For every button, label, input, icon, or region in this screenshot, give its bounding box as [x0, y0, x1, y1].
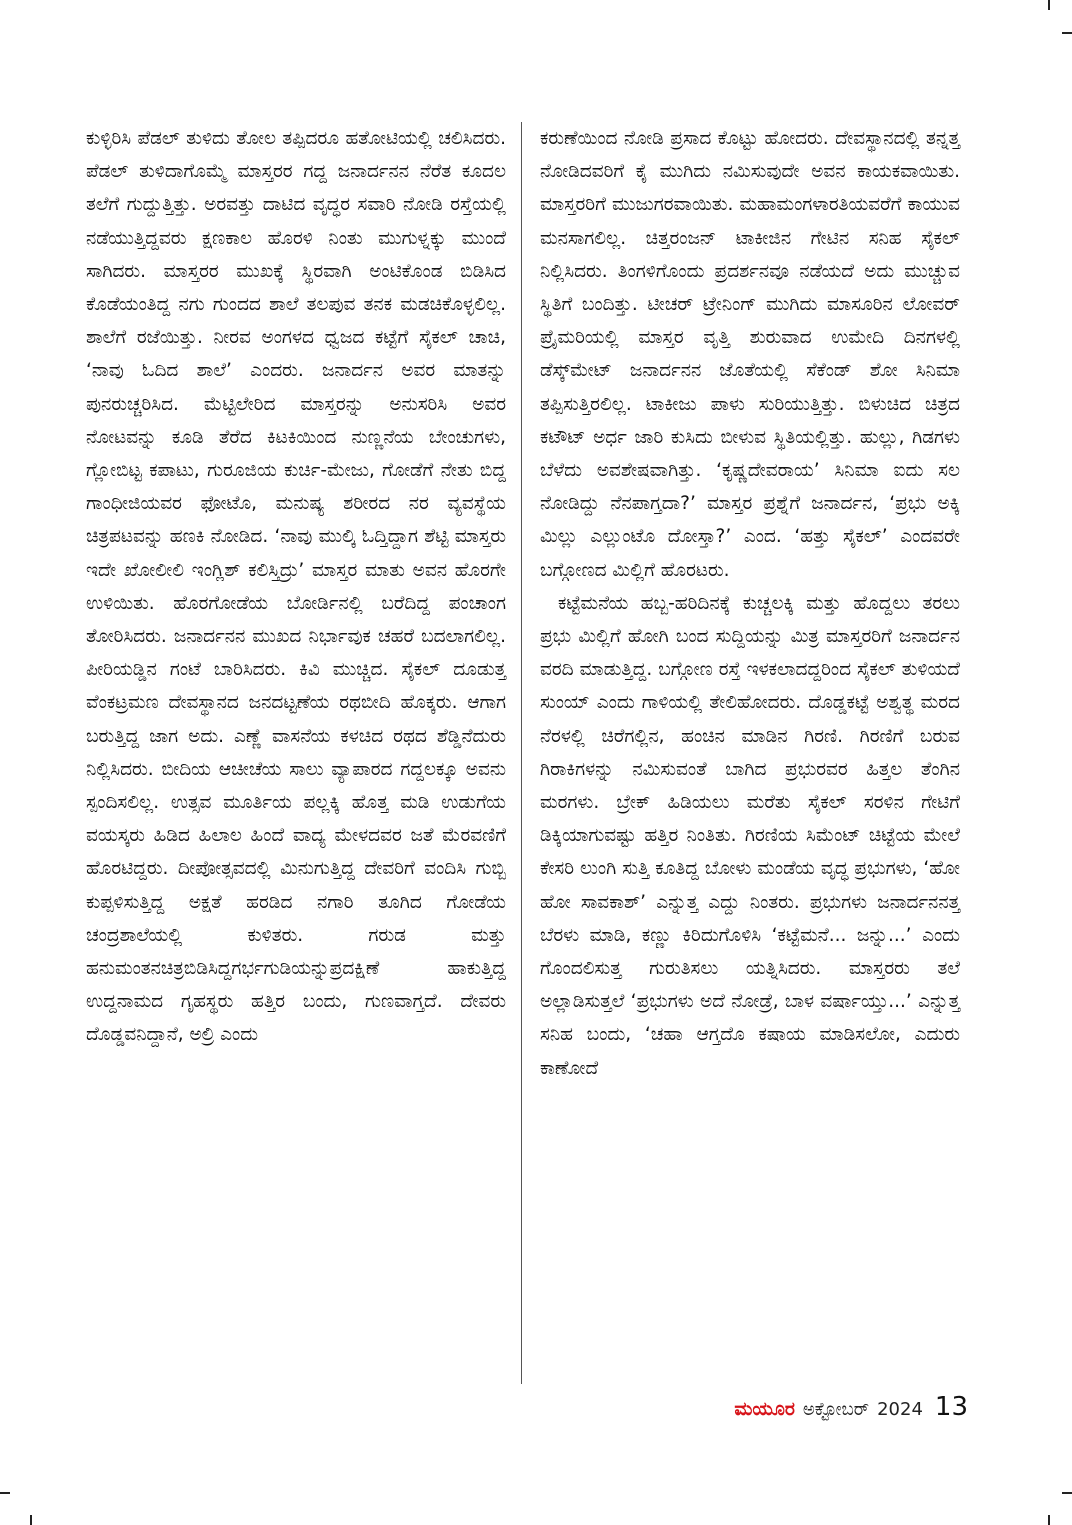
paragraph: ಕರುಣೆಯಿಂದ ನೋಡಿ ಪ್ರಸಾದ ಕೊಟ್ಟು ಹೋದರು. ದೇವಸ್ಥಾನದಲ್ಲಿ ತನ್ನತ್ತ ನೋಡಿದವರಿಗೆ ಕೈ ಮುಗಿದು ನಮಿಸುವುದೇ ಅವನ ಕಾಯಕವಾಯಿತು. ಮಾಸ್ತರರಿಗೆ ಮುಜುಗರವಾಯಿತು. ಮಹಾಮಂಗಳಾರತಿಯವರೆಗೆ ಕಾಯುವ ಮನಸಾಗಲಿಲ್ಲ. ಚಿತ್ತರಂಜನ್ ಟಾಕೀಜಿನ ಗೇಟಿನ ಸನಿಹ ಸೈಕಲ್ ನಿಲ್ಲಿಸಿದರು. ತಿಂಗಳಿಗೊಂದು ಪ್ರದರ್ಶನವೂ ನಡೆಯದೆ ಅದು ಮುಚ್ಚುವ ಸ್ಥಿತಿಗೆ ಬಂದಿತ್ತು. ಟೀಚರ್ ಟ್ರೇನಿಂಗ್ ಮುಗಿದು ಮಾಸೂರಿನ ಲೋವರ್ ಪ್ರೈಮರಿಯಲ್ಲಿ ಮಾಸ್ತರ ವೃತ್ತಿ ಶುರುವಾದ ಉಮೇದಿ ದಿನಗಳಲ್ಲಿ ಡೆಸ್ಕ್‌ಮೇಟ್ ಜನಾರ್ದನನ ಜೊತೆಯಲ್ಲಿ ಸೆಕೆಂಡ್ ಶೋ ಸಿನಿಮಾ ತಪ್ಪಿಸುತ್ತಿರಲಿಲ್ಲ. ಟಾಕೀಜು ಪಾಳು ಸುರಿಯುತ್ತಿತ್ತು. ಬಿಳುಚಿದ ಚಿತ್ರದ ಕಟೌಟ್ ಅರ್ಧ ಜಾರಿ ಕುಸಿದು ಬೀಳುವ ಸ್ಥಿತಿಯಲ್ಲಿತ್ತು. ಹುಲ್ಲು, ಗಿಡಗಳು ಬೆಳೆದು ಅವಶೇಷವಾಗಿತ್ತು. ‘ಕೃಷ್ಣದೇವರಾಯ’ ಸಿನಿಮಾ ಐದು ಸಲ ನೋಡಿದ್ದು ನೆನಪಾಗ್ತದಾ?’ ಮಾಸ್ತರ ಪ್ರಶ್ನೆಗೆ ಜನಾರ್ದನ, ‘ಪ್ರಭು ಅಕ್ಕಿ ಮಿಲ್ಲು ಎಲ್ಲುಂಟೊ ದೋಸ್ತಾ?’ ಎಂದ. ‘ಹತ್ತು ಸೈಕಲ್’ ಎಂದವರೇ ಬಗ್ಗೋಣದ ಮಿಲ್ಲಿಗೆ ಹೊರಟರು. [540, 128, 960, 581]
crop-mark-bottom-right [1048, 1515, 1050, 1525]
crop-mark-bottom-left [30, 1515, 32, 1525]
crop-mark-top-right [1048, 0, 1050, 10]
page-footer [700, 1392, 968, 1432]
article-column-right [540, 122, 960, 1384]
column-divider [521, 122, 522, 1384]
paragraph: ಕಟ್ಟೆಮನೆಯ ಹಬ್ಬ-ಹರಿದಿನಕ್ಕೆ ಕುಚ್ಚಲಕ್ಕಿ ಮತ್ತು ಹೊದ್ದಲು ತರಲು ಪ್ರಭು ಮಿಲ್ಲಿಗೆ ಹೋಗಿ ಬಂದ ಸುದ್ದಿಯನ್ನು ಮಿತ್ರ ಮಾಸ್ತರರಿಗೆ ಜನಾರ್ದನ ವರದಿ ಮಾಡುತ್ತಿದ್ದ. ಬಗ್ಗೋಣ ರಸ್ತೆ ಇಳಕಲಾದದ್ದರಿಂದ ಸೈಕಲ್ ತುಳಿಯದೆ ಸುಂಯ್ ಎಂದು ಗಾಳಿಯಲ್ಲಿ ತೇಲಿಹೋದರು. ದೊಡ್ಡಕಟ್ಟೆ ಅಶ್ವತ್ಥ ಮರದ ನೆರಳಲ್ಲಿ ಚಿರೆಗಲ್ಲಿನ, ಹಂಚಿನ ಮಾಡಿನ ಗಿರಣಿ. ಗಿರಣಿಗೆ ಬರುವ ಗಿರಾಕಿಗಳನ್ನು ನಮಿಸುವಂತೆ ಬಾಗಿದ ಪ್ರಭುರವರ ಹಿತ್ತಲ ತೆಂಗಿನ ಮರಗಳು. ಬ್ರೇಕ್ ಹಿಡಿಯಲು ಮರೆತು ಸೈಕಲ್ ಸರಳಿನ ಗೇಟಿಗೆ ಡಿಕ್ಕಿಯಾಗುವಷ್ಟು ಹತ್ತಿರ ನಿಂತಿತು. ಗಿರಣಿಯ ಸಿಮೆಂಟ್ ಚಿಟ್ಟೆಯ ಮೇಲೆ ಕೇಸರಿ ಲುಂಗಿ ಸುತ್ತಿ ಕೂತಿದ್ದ ಬೋಳು ಮಂಡೆಯ ವೃದ್ಧ ಪ್ರಭುಗಳು, ‘ಹೋ ಹೋ ಸಾವಕಾಶ್’ ಎನ್ನುತ್ತ ಎದ್ದು ನಿಂತರು. ಪ್ರಭುಗಳು ಜನಾರ್ದನನತ್ತ ಬೆರಳು ಮಾಡಿ, ಕಣ್ಣು ಕಿರಿದುಗೊಳಿಸಿ ‘ಕಟ್ಟೆಮನೆ... ಜನ್ನು...’ ಎಂದು ಗೊಂದಲಿಸುತ್ತ ಗುರುತಿಸಲು ಯತ್ನಿಸಿದರು. ಮಾಸ್ತರರು ತಲೆ ಅಲ್ಲಾಡಿಸುತ್ತಲೆ ‘ಪ್ರಭುಗಳು ಅದೆ ನೋಡ್ರೆ, ಬಾಳ ವರ್ಷಾಯ್ತು...’ ಎನ್ನುತ್ತ ಸನಿಹ ಬಂದು, ‘ಚಹಾ ಆಗ್ತದೊ ಕಷಾಯ ಮಾಡಿಸಲೋ, ಎದುರು ಕಾಣೋದೆ [540, 592, 960, 1079]
issue-month: ಅಕ್ಟೋಬರ್ [802, 1399, 870, 1420]
page-number: 13 [934, 1392, 968, 1422]
crop-mark-left-bottom [0, 1492, 10, 1494]
magazine-logo: ಮಯೂರ [734, 1398, 795, 1420]
article-column-left [86, 122, 506, 1384]
crop-mark-right-upper [1062, 32, 1072, 34]
issue-year: 2024 [877, 1399, 923, 1420]
paragraph: ಕುಳ್ಳಿರಿಸಿ ಪೆಡಲ್ ತುಳಿದು ತೋಲ ತಪ್ಪಿದರೂ ಹತೋಟಿಯಲ್ಲಿ ಚಲಿಸಿದರು. ಪೆಡಲ್ ತುಳಿದಾಗೊಮ್ಮೆ ಮಾಸ್ತರರ ಗದ್ದ ಜನಾರ್ದನನ ನೆರೆತ ಕೂದಲ ತಲೆಗೆ ಗುದ್ದುತ್ತಿತ್ತು. ಅರವತ್ತು ದಾಟಿದ ವೃದ್ಧರ ಸವಾರಿ ನೋಡಿ ರಸ್ತೆಯಲ್ಲಿ ನಡೆಯುತ್ತಿದ್ದವರು ಕ್ಷಣಕಾಲ ಹೊರಳಿ ನಿಂತು ಮುಗುಳ್ನಕ್ಕು ಮುಂದೆ ಸಾಗಿದರು. ಮಾಸ್ತರರ ಮುಖಕ್ಕೆ ಸ್ಥಿರವಾಗಿ ಅಂಟಿಕೊಂಡ ಬಿಡಿಸಿದ ಕೊಡೆಯಂತಿದ್ದ ನಗು ಗುಂದದ ಶಾಲೆ ತಲಪುವ ತನಕ ಮಡಚಿಕೊಳ್ಳಲಿಲ್ಲ. ಶಾಲೆಗೆ ರಜೆಯಿತ್ತು. ನೀರವ ಅಂಗಳದ ಧ್ವಜದ ಕಟ್ಟೆಗೆ ಸೈಕಲ್ ಚಾಚಿ, ‘ನಾವು ಓದಿದ ಶಾಲೆ’ ಎಂದರು. ಜನಾರ್ದನ ಅವರ ಮಾತನ್ನು ಪುನರುಚ್ಚರಿಸಿದ. ಮೆಟ್ಟಿಲೇರಿದ ಮಾಸ್ತರನ್ನು ಅನುಸರಿಸಿ ಅವರ ನೋಟವನ್ನು ಕೂಡಿ ತೆರೆದ ಕಿಟಕಿಯಿಂದ ನುಣ್ಣನೆಯ ಬೇಂಚುಗಳು, ಗ್ಲೋಬಿಟ್ಟ ಕಪಾಟು, ಗುರೂಜಿಯ ಕುರ್ಚಿ-ಮೇಜು, ಗೋಡೆಗೆ ನೇತು ಬಿದ್ದ ಗಾಂಧೀಜಿಯವರ ಫೋಟೊ, ಮನುಷ್ಯ ಶರೀರದ ನರ ವ್ಯವಸ್ಥೆಯ ಚಿತ್ರಪಟವನ್ನು ಹಣಕಿ ನೋಡಿದ. ‘ನಾವು ಮುಲ್ಕಿ ಓದ್ತಿದ್ದಾಗ ಶೆಟ್ಟಿ ಮಾಸ್ತರು ಇದೇ ಖೋಲೀಲಿ ಇಂಗ್ಲಿಶ್ ಕಲಿಸ್ತಿದ್ರು’ ಮಾಸ್ತರ ಮಾತು ಅವನ ಹೊರಗೇ ಉಳಿಯಿತು. ಹೊರಗೋಡೆಯ ಬೋರ್ಡಿನಲ್ಲಿ ಬರೆದಿದ್ದ ಪಂಚಾಂಗ ತೋರಿಸಿದರು. ಜನಾರ್ದನನ ಮುಖದ ನಿರ್ಭಾವುಕ ಚಹರೆ ಬದಲಾಗಲಿಲ್ಲ. ಪೀರಿಯಡ್ಡಿನ ಗಂಟೆ ಬಾರಿಸಿದರು. ಕಿವಿ ಮುಚ್ಚಿದ. ಸೈಕಲ್ ದೂಡುತ್ತ ವೆಂಕಟ್ರಮಣ ದೇವಸ್ಥಾನದ ಜನದಟ್ಟಣೆಯ ರಥಬೀದಿ ಹೊಕ್ಕರು. ಆಗಾಗ ಬರುತ್ತಿದ್ದ ಜಾಗ ಅದು. ಎಣ್ಣೆ ವಾಸನೆಯ ಕಳಚಿದ ರಥದ ಶೆಡ್ಡಿನೆದುರು ನಿಲ್ಲಿಸಿದರು. ಬೀದಿಯ ಆಚೀಚೆಯ ಸಾಲು ವ್ಯಾಪಾರದ ಗದ್ದಲಕ್ಕೂ ಅವನು ಸ್ಪಂದಿಸಲಿಲ್ಲ. ಉತ್ಸವ ಮೂರ್ತಿಯ ಪಲ್ಲಕ್ಕಿ ಹೊತ್ತ ಮಡಿ ಉಡುಗೆಯ ವಯಸ್ಕರು ಹಿಡಿದ ಹಿಲಾಲ ಹಿಂದೆ ವಾದ್ಯ ಮೇಳದವರ ಜತೆ ಮೆರವಣಿಗೆ ಹೊರಟಿದ್ದರು. ದೀಪೋತ್ಸವದಲ್ಲಿ ಮಿನುಗುತ್ತಿದ್ದ ದೇವರಿಗೆ ವಂದಿಸಿ ಗುಬ್ಬಿ ಕುಪ್ಪಳಿಸುತ್ತಿದ್ದ ಅಕ್ಷತೆ ಹರಡಿದ ನಗಾರಿ ತೂಗಿದ ಗೋಡೆಯ ಚಂದ್ರಶಾಲೆಯಲ್ಲಿ ಕುಳಿತರು. ಗರುಡ ಮತ್ತು ಹನುಮಂತನಚಿತ್ರಬಿಡಿಸಿದ್ದಗರ್ಭಗುಡಿಯನ್ನುಪ್ರದಕ್ಷಿಣೆ ಹಾಕುತ್ತಿದ್ದ ಉದ್ದನಾಮದ ಗೃಹಸ್ಥರು ಹತ್ತಿರ ಬಂದು, ಗುಣವಾಗ್ತದೆ. ದೇವರು ದೊಡ್ಡವನಿದ್ದಾನೆ, ಅಲ್ರಿ ಎಂದು [86, 128, 506, 1046]
crop-mark-right-lower [1062, 1492, 1072, 1494]
